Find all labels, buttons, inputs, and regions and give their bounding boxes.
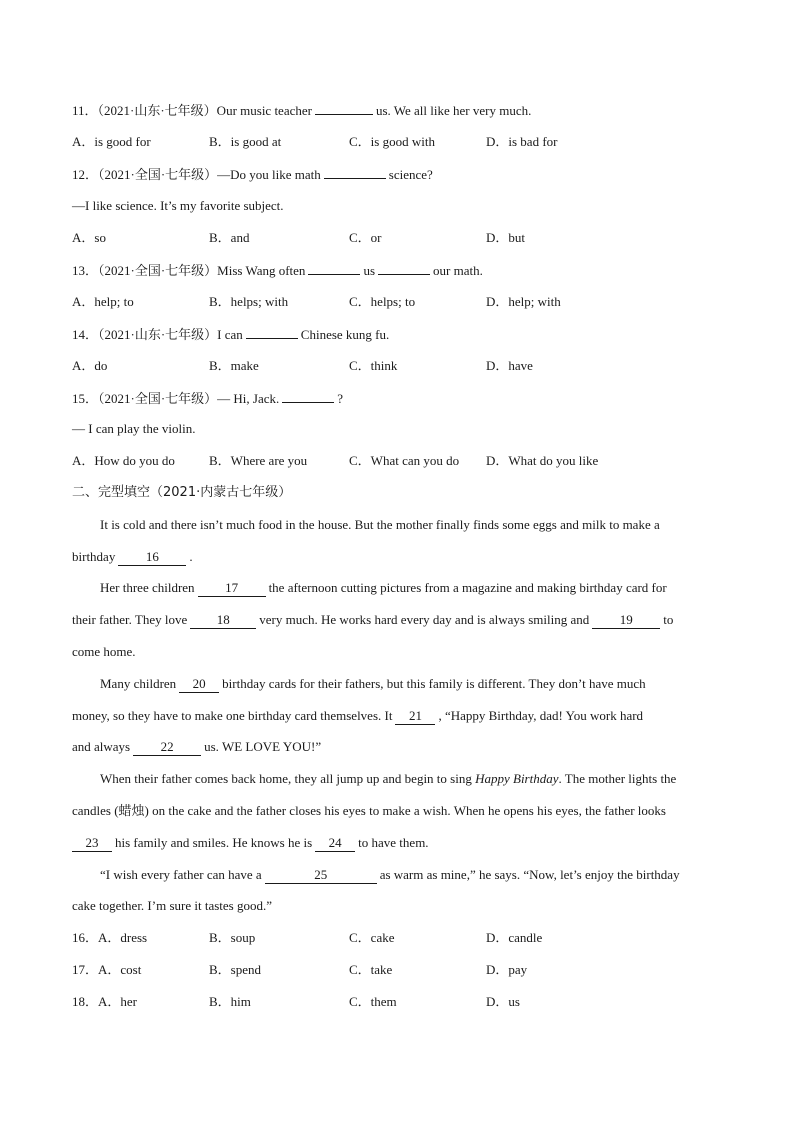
q15-option-a[interactable]: A．How do you do bbox=[72, 453, 175, 468]
q12-option-d[interactable]: D．but bbox=[486, 230, 526, 245]
blank-16: 16 bbox=[118, 549, 186, 566]
q17-option-a[interactable]: 17．A．cost bbox=[72, 962, 142, 977]
q12-blank bbox=[324, 164, 386, 179]
q15-blank bbox=[282, 388, 334, 403]
passage-p3-line2 bbox=[72, 706, 734, 726]
passage-text: birthday bbox=[72, 549, 116, 564]
blank-17: 17 bbox=[198, 580, 266, 597]
q12-option-a[interactable]: A．so bbox=[72, 230, 106, 245]
q15-line2: — I can play the violin. bbox=[72, 421, 196, 436]
passage-text: their father. They love bbox=[72, 612, 188, 627]
passage-p2-line3: come home. bbox=[72, 644, 136, 659]
question-11 bbox=[72, 100, 734, 120]
blank-21: 21 bbox=[395, 708, 435, 725]
q15-stem-b: ? bbox=[337, 391, 344, 406]
question-13 bbox=[72, 260, 734, 280]
q13-blank-1 bbox=[308, 260, 360, 275]
passage-text: very much. He works hard every day and is always smiling and bbox=[259, 612, 590, 627]
passage-p3-line1 bbox=[100, 674, 734, 694]
q12-line2: —I like science. It’s my favorite subject. bbox=[72, 198, 284, 213]
q13-blank-2 bbox=[378, 260, 430, 275]
q15-option-c[interactable]: C．What can you do bbox=[349, 453, 460, 468]
passage-text: . bbox=[189, 549, 193, 564]
passage-text: , “Happy Birthday, dad! You work hard bbox=[438, 708, 644, 723]
q12-stem-a: 12．（2021·全国·七年级）—Do you like math bbox=[72, 167, 321, 182]
q14-blank bbox=[246, 324, 298, 339]
blank-20: 20 bbox=[179, 676, 219, 693]
q15-stem-a: 15．（2021·全国·七年级）— Hi, Jack. bbox=[72, 391, 280, 406]
q14-stem-b: Chinese kung fu. bbox=[300, 327, 390, 342]
passage-text: Many children bbox=[100, 676, 177, 691]
section-heading: 二、完型填空（2021·内蒙古七年级） bbox=[72, 485, 292, 500]
passage-text: and always bbox=[72, 739, 131, 754]
q17-option-b[interactable]: B．spend bbox=[209, 962, 262, 977]
passage-p4-line3 bbox=[72, 833, 734, 853]
q13-options bbox=[72, 292, 734, 312]
song-title: Happy Birthday bbox=[475, 771, 559, 786]
q12-option-b[interactable]: B．and bbox=[209, 230, 250, 245]
q14-option-d[interactable]: D．have bbox=[486, 358, 533, 373]
passage-text: “I wish every father can have a bbox=[100, 867, 262, 882]
passage-text: birthday cards for their fathers, but this family is different. They don’t have much bbox=[222, 676, 646, 691]
passage-p4-line1 bbox=[100, 769, 734, 789]
q14-options bbox=[72, 356, 734, 376]
passage-p2-line1 bbox=[100, 578, 734, 598]
passage-p1-line1: It is cold and there isn’t much food in the house. But the mother finally finds some eggs and milk to make a bbox=[100, 517, 660, 532]
blank-23: 23 bbox=[72, 835, 112, 852]
q12-option-c[interactable]: C．or bbox=[349, 230, 382, 245]
question-12 bbox=[72, 164, 734, 184]
q17-option-c[interactable]: C．take bbox=[349, 962, 393, 977]
q13-stem-a: 13．（2021·全国·七年级）Miss Wang often bbox=[72, 263, 306, 278]
blank-25: 25 bbox=[265, 867, 377, 884]
passage-p3-line3 bbox=[72, 737, 734, 757]
question-15 bbox=[72, 388, 734, 408]
q13-stem-b: us bbox=[363, 263, 375, 278]
q12-options bbox=[72, 228, 734, 248]
blank-22: 22 bbox=[133, 739, 201, 756]
q17-options bbox=[72, 960, 734, 980]
passage-text: money, so they have to make one birthday card themselves. It bbox=[72, 708, 393, 723]
passage-p4-line2: candles (蜡烛) on the cake and the father closes his eyes to make a wish. When he opens his eyes, the father looks bbox=[72, 803, 666, 818]
q16-options bbox=[72, 928, 734, 948]
q18-option-d[interactable]: D．us bbox=[486, 994, 520, 1009]
blank-18: 18 bbox=[190, 612, 256, 629]
q15-options bbox=[72, 451, 734, 471]
passage-text: Her three children bbox=[100, 580, 195, 595]
passage-p1-line2 bbox=[72, 547, 734, 567]
q11-stem-b: us. We all like her very much. bbox=[375, 103, 532, 118]
q16-option-a[interactable]: 16．A．dress bbox=[72, 930, 148, 945]
blank-24: 24 bbox=[315, 835, 355, 852]
q13-stem-c: our math. bbox=[433, 263, 483, 278]
q18-option-c[interactable]: C．them bbox=[349, 994, 397, 1009]
passage-text: to have them. bbox=[358, 835, 429, 850]
q18-options bbox=[72, 992, 734, 1012]
q11-option-d[interactable]: D．is bad for bbox=[486, 134, 558, 149]
q14-option-a[interactable]: A．do bbox=[72, 358, 108, 373]
blank-19: 19 bbox=[592, 612, 660, 629]
q18-option-b[interactable]: B．him bbox=[209, 994, 251, 1009]
q11-blank bbox=[315, 100, 373, 115]
passage-p5-line2: cake together. I’m sure it tastes good.” bbox=[72, 898, 272, 913]
q12-stem-b: science? bbox=[388, 167, 433, 182]
q13-option-a[interactable]: A．help; to bbox=[72, 294, 134, 309]
q16-option-c[interactable]: C．cake bbox=[349, 930, 395, 945]
passage-text: his family and smiles. He knows he is bbox=[115, 835, 313, 850]
q11-option-a[interactable]: A．is good for bbox=[72, 134, 151, 149]
passage-p5-line1 bbox=[100, 865, 734, 885]
q14-option-c[interactable]: C．think bbox=[349, 358, 398, 373]
passage-text: When their father comes back home, they all jump up and begin to sing bbox=[100, 771, 472, 786]
q11-option-b[interactable]: B．is good at bbox=[209, 134, 282, 149]
passage-text: . The mother lights the bbox=[558, 771, 677, 786]
passage-text: the afternoon cutting pictures from a magazine and making birthday card for bbox=[268, 580, 667, 595]
passage-text: as warm as mine,” he says. “Now, let’s enjoy the birthday bbox=[379, 867, 680, 882]
q13-option-d[interactable]: D．help; with bbox=[486, 294, 561, 309]
q11-stem-a: 11．（2021·山东·七年级）Our music teacher bbox=[72, 103, 312, 118]
q11-option-c[interactable]: C．is good with bbox=[349, 134, 435, 149]
q13-option-b[interactable]: B．helps; with bbox=[209, 294, 289, 309]
passage-text: to bbox=[663, 612, 674, 627]
q17-option-d[interactable]: D．pay bbox=[486, 962, 528, 977]
question-14 bbox=[72, 324, 734, 344]
q15-option-d[interactable]: D．What do you like bbox=[486, 453, 599, 468]
q16-option-d[interactable]: D．candle bbox=[486, 930, 543, 945]
q18-option-a[interactable]: 18．A．her bbox=[72, 994, 137, 1009]
q14-option-b[interactable]: B．make bbox=[209, 358, 259, 373]
q14-stem-a: 14．（2021·山东·七年级）I can bbox=[72, 327, 243, 342]
q15-option-b[interactable]: B．Where are you bbox=[209, 453, 308, 468]
q11-options bbox=[72, 132, 734, 152]
q16-option-b[interactable]: B．soup bbox=[209, 930, 256, 945]
q13-option-c[interactable]: C．helps; to bbox=[349, 294, 416, 309]
passage-p2-line2 bbox=[72, 610, 734, 630]
passage-text: us. WE LOVE YOU!” bbox=[204, 739, 322, 754]
